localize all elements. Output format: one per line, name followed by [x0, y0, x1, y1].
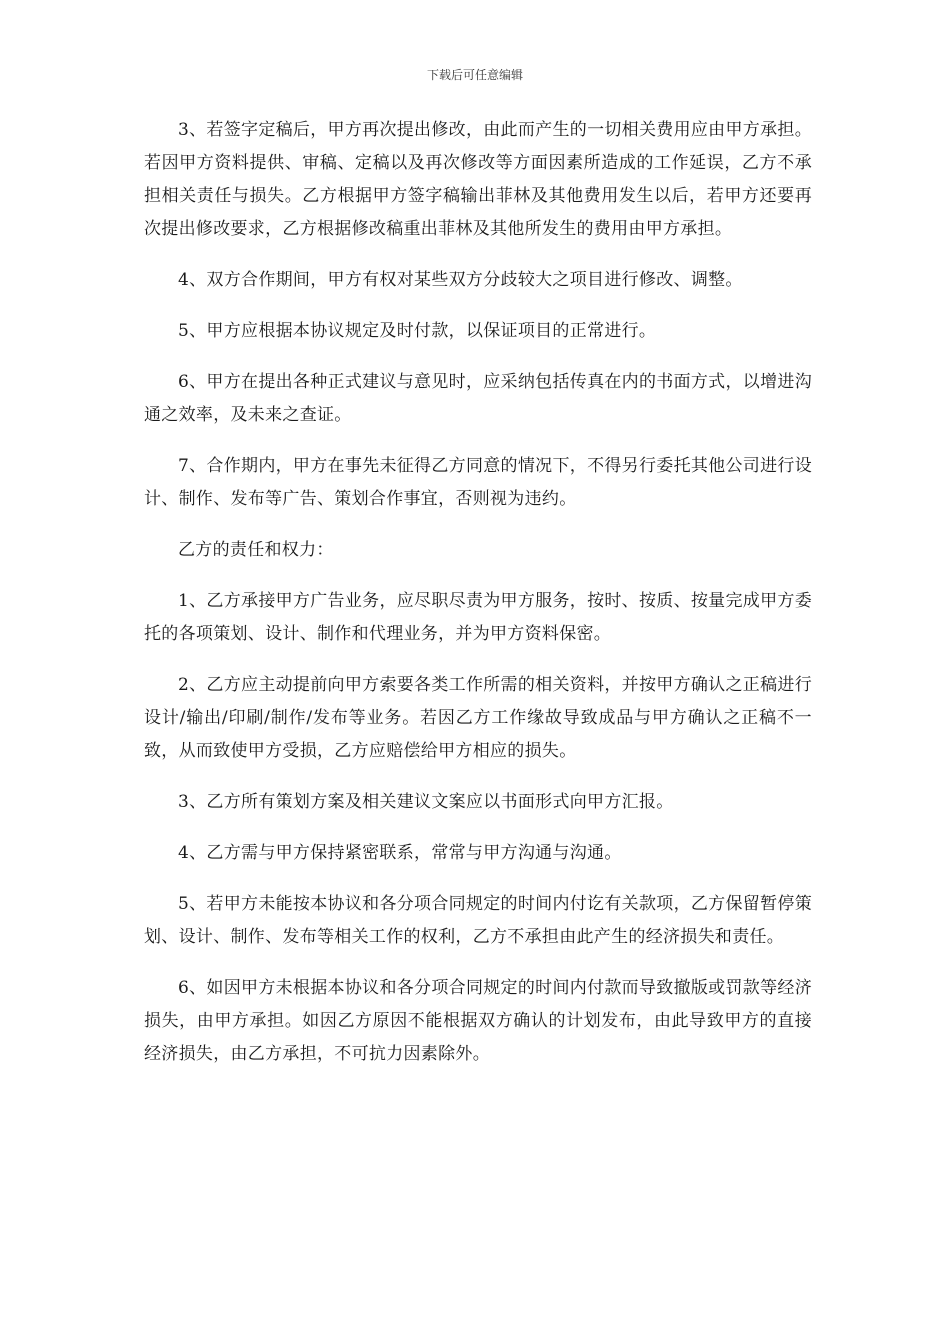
clause-party-b-2: 2、乙方应主动提前向甲方索要各类工作所需的相关资料，并按甲方确认之正稿进行设计/输出/印刷/制作/发布等业务。若因乙方工作缘故导致成品与甲方确认之正稿不一致，从而致使甲方受损，乙方应赔偿给甲方相应的损失。 [144, 675, 812, 761]
clause-party-a-7: 7、合作期内，甲方在事先未征得乙方同意的情况下，不得另行委托其他公司进行设计、制作、发布等广告、策划合作事宜，否则视为违约。 [144, 456, 812, 509]
clause-party-b-1: 1、乙方承接甲方广告业务，应尽职尽责为甲方服务，按时、按质、按量完成甲方委托的各项策划、设计、制作和代理业务，并为甲方资料保密。 [144, 591, 812, 644]
section-heading-party-b: 乙方的责任和权力： [178, 540, 334, 560]
clause-party-a-6: 6、甲方在提出各种正式建议与意见时，应采纳包括传真在内的书面方式，以增进沟通之效率，及未来之查证。 [144, 372, 812, 425]
document-body [144, 114, 812, 1089]
clause-party-b-3: 3、乙方所有策划方案及相关建议文案应以书面形式向甲方汇报。 [178, 792, 674, 812]
clause-party-b-5: 5、若甲方未能按本协议和各分项合同规定的时间内付讫有关款项，乙方保留暂停策划、设计、制作、发布等相关工作的权利，乙方不承担由此产生的经济损失和责任。 [144, 894, 812, 947]
clause-party-b-6: 6、如因甲方未根据本协议和各分项合同规定的时间内付款而导致撤版或罚款等经济损失，由甲方承担。如因乙方原因不能根据双方确认的计划发布，由此导致甲方的直接经济损失，由乙方承担，不可抗力因素除外。 [144, 978, 812, 1064]
page-header: 下载后可任意编辑 [426, 68, 523, 82]
clause-party-b-4: 4、乙方需与甲方保持紧密联系，常常与甲方沟通与沟通。 [178, 843, 622, 863]
clause-party-a-5: 5、甲方应根据本协议规定及时付款，以保证项目的正常进行。 [178, 321, 657, 341]
clause-party-a-3: 3、若签字定稿后，甲方再次提出修改，由此而产生的一切相关费用应由甲方承担。若因甲方资料提供、审稿、定稿以及再次修改等方面因素所造成的工作延误，乙方不承担相关责任与损失。乙方根据甲方签字稿输出菲林及其他费用发生以后，若甲方还要再次提出修改要求，乙方根据修改稿重出菲林及其他所发生的费用由甲方承担。 [144, 120, 812, 239]
clause-party-a-4: 4、双方合作期间，甲方有权对某些双方分歧较大之项目进行修改、调整。 [178, 270, 743, 290]
